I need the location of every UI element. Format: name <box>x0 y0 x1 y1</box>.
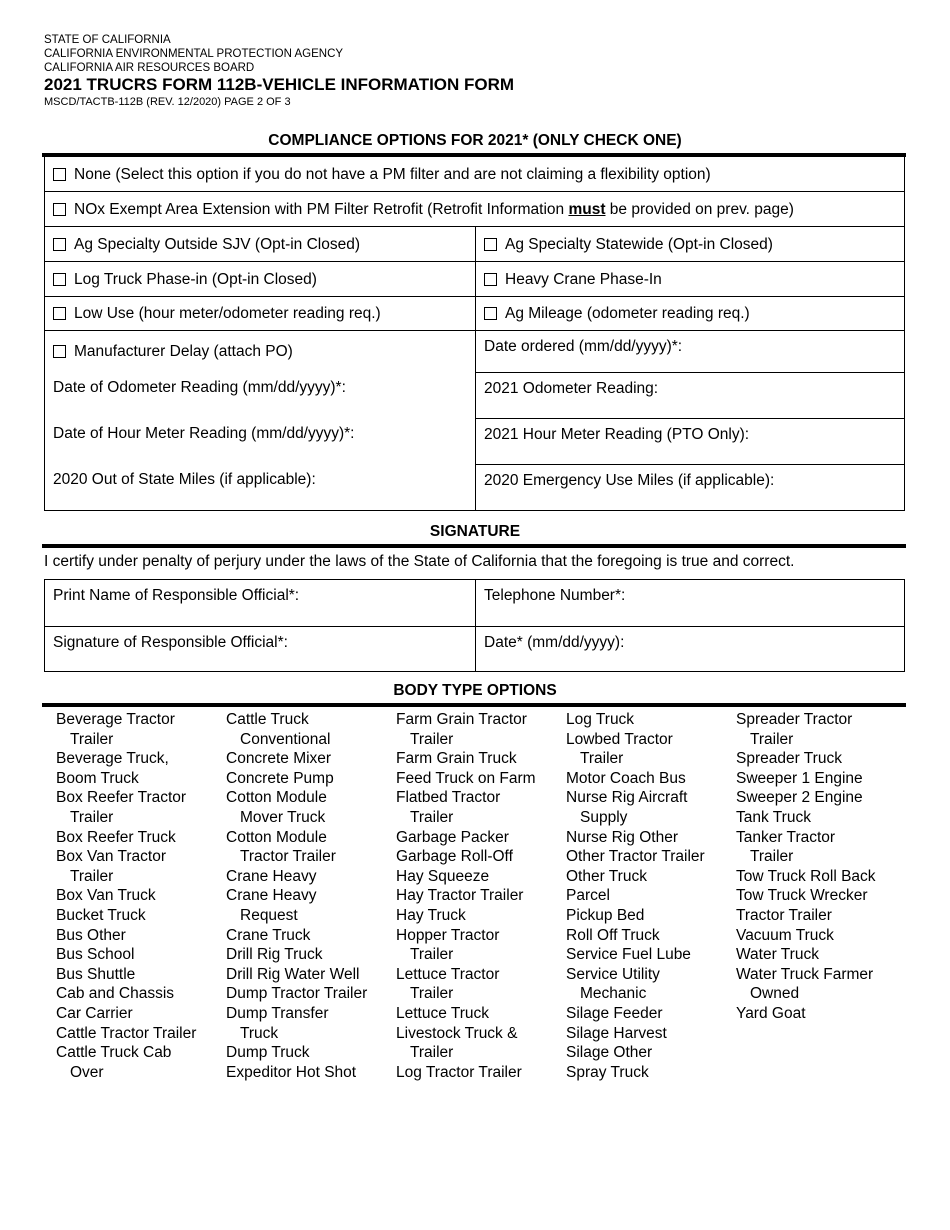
body-type-label: Cotton Module <box>226 828 327 846</box>
body-type-label: Silage Harvest <box>566 1024 667 1042</box>
body-type-item <box>56 984 226 1004</box>
body-type-label-continued: Supply <box>580 808 628 826</box>
body-type-item <box>56 1043 226 1082</box>
table-row <box>45 226 904 261</box>
body-type-label: Crane Truck <box>226 926 311 944</box>
table-row <box>45 261 904 296</box>
date-ordered-field[interactable] <box>476 331 904 372</box>
body-type-section-title: BODY TYPE OPTIONS <box>393 682 557 699</box>
body-type-item <box>226 945 396 965</box>
option-heavy-crane[interactable] <box>476 262 904 296</box>
body-type-item <box>396 847 566 867</box>
body-type-item <box>566 1043 736 1063</box>
body-type-item <box>566 1063 736 1083</box>
body-type-item <box>56 906 226 926</box>
body-type-label: Water Truck Farmer <box>736 965 874 983</box>
body-type-item <box>396 906 566 926</box>
body-type-label-continued: Trailer <box>580 750 624 768</box>
out-of-state-miles-field[interactable] <box>45 464 476 510</box>
signature-date-field[interactable] <box>476 627 904 671</box>
body-type-label: Pickup Bed <box>566 906 645 924</box>
body-type-item <box>226 1063 396 1083</box>
body-type-label: Concrete Pump <box>226 769 334 787</box>
body-type-label: Sweeper 2 Engine <box>736 789 863 807</box>
body-type-label: Silage Feeder <box>566 1004 663 1022</box>
emergency-miles-label: 2020 Emergency Use Miles (if applicable): <box>484 472 775 489</box>
body-type-label: Garbage Roll-Off <box>396 848 513 866</box>
body-type-item <box>396 867 566 887</box>
body-type-label: Cattle Truck Cab <box>56 1044 172 1062</box>
body-type-item <box>566 847 736 867</box>
out-of-state-miles-label: 2020 Out of State Miles (if applicable): <box>53 471 316 488</box>
body-type-label: Log Truck <box>566 711 635 728</box>
body-type-label: Dump Transfer <box>226 1004 329 1022</box>
body-type-label: Drill Rig Truck <box>226 946 323 964</box>
body-type-item <box>56 926 226 946</box>
body-type-label: Farm Grain Tractor <box>396 711 527 728</box>
table-row <box>45 330 904 372</box>
body-type-label: Beverage Tractor <box>56 711 175 728</box>
body-type-item <box>736 1004 906 1024</box>
option-none[interactable] <box>45 157 904 191</box>
body-type-item <box>736 867 906 887</box>
body-type-label: Lettuce Tractor <box>396 965 500 983</box>
body-type-label: Hay Truck <box>396 906 466 924</box>
body-type-label-continued: Trailer <box>750 730 794 748</box>
body-type-item <box>566 1004 736 1024</box>
body-type-label-continued: Trailer <box>410 946 454 964</box>
body-type-item <box>566 906 736 926</box>
body-type-label: Feed Truck on Farm <box>396 769 536 787</box>
body-type-label: Box Reefer Tractor <box>56 789 187 807</box>
option-log-truck-label: Log Truck Phase-in (Opt-in Closed) <box>74 270 317 288</box>
body-type-column <box>56 710 226 1082</box>
body-type-item <box>396 788 566 827</box>
body-type-item <box>396 1063 566 1083</box>
body-type-item <box>566 769 736 789</box>
signature-label: Signature of Responsible Official*: <box>53 634 288 651</box>
option-none-label: None (Select this option if you do not have a PM filter and are not claiming a flexibility option) <box>74 165 711 183</box>
date-hour-meter-field[interactable] <box>45 418 476 464</box>
form-title: 2021 TRUCRS FORM 112B-VEHICLE INFORMATION FORM <box>44 75 515 94</box>
body-type-label-continued: Conventional <box>240 730 331 748</box>
body-type-item <box>736 749 906 769</box>
body-type-label: Tank Truck <box>736 808 811 826</box>
body-type-label-continued: Trailer <box>70 808 114 826</box>
body-type-label: Silage Other <box>566 1044 653 1062</box>
body-type-item <box>56 945 226 965</box>
body-type-item <box>396 828 566 848</box>
table-row <box>45 372 904 418</box>
body-type-label: Box Van Tractor <box>56 848 166 866</box>
body-type-column <box>226 710 396 1082</box>
option-ag-mileage-label: Ag Mileage (odometer reading req.) <box>505 305 750 322</box>
body-type-item <box>566 828 736 848</box>
section-rule <box>42 544 906 548</box>
body-type-label: Lowbed Tractor <box>566 730 673 748</box>
body-type-label: Beverage Truck, <box>56 750 169 768</box>
body-type-item <box>566 710 736 730</box>
body-type-item <box>736 788 906 808</box>
body-type-label: Cab and Chassis <box>56 985 175 1003</box>
body-type-item <box>226 965 396 985</box>
body-type-item <box>396 1024 566 1063</box>
body-type-label-continued: Mechanic <box>580 985 647 1003</box>
checkbox-nox-exempt[interactable] <box>53 203 66 216</box>
body-type-label: Sweeper 1 Engine <box>736 769 863 787</box>
body-type-item <box>396 886 566 906</box>
body-type-label: Crane Heavy <box>226 887 317 905</box>
body-type-item <box>736 906 906 926</box>
body-type-item <box>566 886 736 906</box>
body-type-label-continued: Trailer <box>70 730 114 748</box>
section-rule <box>42 703 906 707</box>
body-type-label: Box Van Truck <box>56 887 156 905</box>
option-ag-mileage[interactable] <box>476 297 904 330</box>
state-line: STATE OF CALIFORNIA <box>44 34 171 46</box>
option-nox-exempt[interactable] <box>45 192 904 226</box>
checkbox-manufacturer-delay[interactable] <box>53 345 66 358</box>
body-type-item <box>226 984 396 1004</box>
body-type-label: Spray Truck <box>566 1063 649 1081</box>
body-type-label: Nurse Rig Other <box>566 828 678 846</box>
body-type-label: Cotton Module <box>226 789 327 807</box>
body-type-item <box>566 788 736 827</box>
compliance-section-title: COMPLIANCE OPTIONS FOR 2021* (ONLY CHECK ONE) <box>268 132 682 149</box>
body-type-label: Tow Truck Wrecker <box>736 887 868 905</box>
must-emphasis: must <box>568 200 606 218</box>
table-row <box>45 418 904 464</box>
body-type-label: Water Truck <box>736 946 819 964</box>
table-row <box>45 580 904 626</box>
body-type-item <box>566 1024 736 1044</box>
body-type-column <box>736 710 906 1082</box>
body-type-label-continued: Trailer <box>410 808 454 826</box>
body-type-label: Farm Grain Truck <box>396 750 517 768</box>
body-type-label: Flatbed Tractor <box>396 789 501 807</box>
body-type-item <box>226 1004 396 1043</box>
option-nox-label <box>74 200 794 219</box>
body-type-item <box>56 710 226 749</box>
body-type-item <box>226 926 396 946</box>
signature-field[interactable] <box>45 627 476 671</box>
body-type-item <box>56 769 226 789</box>
body-type-label: Bucket Truck <box>56 906 146 924</box>
date-ordered-label: Date ordered (mm/dd/yyyy)*: <box>484 338 683 355</box>
body-type-label-continued: Trailer <box>410 1044 454 1062</box>
option-ag-statewide-label: Ag Specialty Statewide (Opt-in Closed) <box>505 235 773 253</box>
body-type-label: Cattle Truck <box>226 711 309 728</box>
body-type-label: Concrete Mixer <box>226 750 332 768</box>
option-low-use[interactable] <box>45 297 476 330</box>
body-type-label: Box Reefer Truck <box>56 828 176 846</box>
agency-line: CALIFORNIA ENVIRONMENTAL PROTECTION AGENCY <box>44 48 344 60</box>
body-type-label: Lettuce Truck <box>396 1004 490 1022</box>
option-manufacturer-delay-label: Manufacturer Delay (attach PO) <box>74 343 293 360</box>
body-type-label: Nurse Rig Aircraft <box>566 789 688 807</box>
form-header <box>44 33 904 109</box>
body-type-label: Boom Truck <box>56 769 139 787</box>
body-type-label: Livestock Truck & <box>396 1024 518 1042</box>
emergency-miles-field[interactable] <box>476 464 904 510</box>
body-type-label: Bus Other <box>56 926 126 944</box>
body-type-item <box>736 945 906 965</box>
body-type-label: Vacuum Truck <box>736 926 834 944</box>
body-type-label: Yard Goat <box>736 1004 806 1022</box>
body-type-item <box>56 749 226 769</box>
body-type-item <box>226 1043 396 1063</box>
body-type-item <box>566 945 736 965</box>
body-type-item <box>566 730 736 769</box>
date-odometer-label: Date of Odometer Reading (mm/dd/yyyy)*: <box>53 379 346 396</box>
option-ag-outside-sjv-label: Ag Specialty Outside SJV (Opt-in Closed) <box>74 235 361 253</box>
hour-meter-reading-field[interactable] <box>476 418 904 464</box>
body-type-item <box>56 1024 226 1044</box>
body-type-label: Dump Tractor Trailer <box>226 985 368 1003</box>
body-type-label: Car Carrier <box>56 1004 133 1022</box>
table-row <box>45 191 904 226</box>
checkbox-none[interactable] <box>53 168 66 181</box>
checkbox-ag-outside-sjv[interactable] <box>53 238 66 251</box>
body-type-item <box>396 1004 566 1024</box>
body-type-label: Roll Off Truck <box>566 926 660 944</box>
body-type-label: Hopper Tractor <box>396 926 500 944</box>
body-type-list <box>56 710 906 1082</box>
odometer-reading-label: 2021 Odometer Reading: <box>484 380 659 397</box>
body-type-label-continued: Trailer <box>410 985 454 1003</box>
compliance-table <box>44 157 905 511</box>
checkbox-log-truck[interactable] <box>53 273 66 286</box>
body-type-label: Tractor Trailer <box>736 906 832 924</box>
body-type-item <box>736 828 906 867</box>
checkbox-heavy-crane[interactable] <box>484 273 497 286</box>
body-type-label-continued: Owned <box>750 985 800 1003</box>
telephone-label: Telephone Number*: <box>484 587 626 604</box>
board-line: CALIFORNIA AIR RESOURCES BOARD <box>44 62 255 74</box>
option-ag-statewide[interactable] <box>476 227 904 261</box>
body-type-label-continued: Request <box>240 906 298 924</box>
print-name-label: Print Name of Responsible Official*: <box>53 587 300 604</box>
body-type-item <box>226 749 396 769</box>
body-type-item <box>566 926 736 946</box>
body-type-label: Parcel <box>566 887 610 905</box>
checkbox-ag-mileage[interactable] <box>484 307 497 320</box>
body-type-label: Motor Coach Bus <box>566 769 686 787</box>
body-type-item <box>226 828 396 867</box>
body-type-item <box>396 965 566 1004</box>
body-type-label: Hay Tractor Trailer <box>396 887 524 905</box>
body-type-label: Log Tractor Trailer <box>396 1063 522 1081</box>
body-type-label: Cattle Tractor Trailer <box>56 1024 197 1042</box>
body-type-label: Hay Squeeze <box>396 867 490 885</box>
body-type-label: Tanker Tractor <box>736 828 836 846</box>
body-type-item <box>56 886 226 906</box>
signature-date-label: Date* (mm/dd/yyyy): <box>484 634 625 651</box>
body-type-label: Bus School <box>56 946 135 964</box>
body-type-label-continued: Mover Truck <box>240 808 326 826</box>
body-type-item <box>226 886 396 925</box>
body-type-item <box>736 926 906 946</box>
odometer-reading-field[interactable] <box>476 372 904 418</box>
body-type-item <box>736 808 906 828</box>
body-type-label: Service Fuel Lube <box>566 946 691 964</box>
body-type-item <box>226 788 396 827</box>
option-ag-outside-sjv[interactable] <box>45 227 476 261</box>
body-type-label-continued: Truck <box>240 1024 279 1042</box>
table-row <box>45 296 904 330</box>
form-revision: MSCD/TACTB-112B (REV. 12/2020) PAGE 2 OF 3 <box>44 96 291 108</box>
nox-label-part: NOx Exempt Area Extension with PM Filter Retrofit (Retrofit Information <box>74 200 569 218</box>
body-type-item <box>736 710 906 749</box>
body-type-item <box>736 886 906 906</box>
option-heavy-crane-label: Heavy Crane Phase-In <box>505 270 662 288</box>
checkbox-low-use[interactable] <box>53 307 66 320</box>
body-type-item <box>56 1004 226 1024</box>
body-type-item <box>396 926 566 965</box>
option-manufacturer-delay[interactable] <box>45 331 476 372</box>
body-type-item <box>566 867 736 887</box>
body-type-label-continued: Over <box>70 1063 104 1081</box>
checkbox-ag-statewide[interactable] <box>484 238 497 251</box>
body-type-item <box>566 965 736 1004</box>
option-low-use-label: Low Use (hour meter/odometer reading req.) <box>74 305 381 322</box>
body-type-item <box>226 867 396 887</box>
signature-table <box>44 579 905 672</box>
body-type-label: Spreader Tractor <box>736 711 853 728</box>
body-type-label: Tow Truck Roll Back <box>736 867 876 885</box>
print-name-field[interactable] <box>45 580 476 626</box>
body-type-item <box>226 769 396 789</box>
body-type-label-continued: Tractor Trailer <box>240 848 336 866</box>
telephone-field[interactable] <box>476 580 904 626</box>
body-type-item <box>56 965 226 985</box>
body-type-label-continued: Trailer <box>70 867 114 885</box>
body-type-label: Dump Truck <box>226 1044 310 1062</box>
body-type-item <box>396 710 566 749</box>
body-type-label-continued: Trailer <box>410 730 454 748</box>
date-odometer-field[interactable] <box>45 372 476 418</box>
body-type-item <box>396 749 566 769</box>
body-type-item <box>736 965 906 1004</box>
hour-meter-reading-label: 2021 Hour Meter Reading (PTO Only): <box>484 426 750 443</box>
body-type-label: Other Tractor Trailer <box>566 848 705 866</box>
table-row <box>45 157 904 191</box>
body-type-label: Service Utility <box>566 965 660 983</box>
body-type-item <box>396 769 566 789</box>
body-type-label: Expeditor Hot Shot <box>226 1063 357 1081</box>
body-type-column <box>396 710 566 1082</box>
body-type-label: Spreader Truck <box>736 750 842 768</box>
table-row <box>45 626 904 671</box>
body-type-item <box>56 788 226 827</box>
body-type-label-continued: Trailer <box>750 848 794 866</box>
option-log-truck[interactable] <box>45 262 476 296</box>
body-type-label: Garbage Packer <box>396 828 509 846</box>
table-row <box>45 464 904 510</box>
body-type-label: Drill Rig Water Well <box>226 965 360 983</box>
body-type-item <box>56 847 226 886</box>
body-type-label: Crane Heavy <box>226 867 317 885</box>
certification-statement: I certify under penalty of perjury under the laws of the State of California that the foregoing is true and correct. <box>44 553 795 570</box>
body-type-item <box>56 828 226 848</box>
date-hour-meter-label: Date of Hour Meter Reading (mm/dd/yyyy)*: <box>53 425 355 442</box>
body-type-item <box>736 769 906 789</box>
body-type-column <box>566 710 736 1082</box>
nox-label-part: be provided on prev. page) <box>605 200 794 218</box>
body-type-label: Other Truck <box>566 867 647 885</box>
body-type-label: Bus Shuttle <box>56 965 136 983</box>
signature-section-title: SIGNATURE <box>429 523 521 540</box>
body-type-item <box>226 710 396 749</box>
